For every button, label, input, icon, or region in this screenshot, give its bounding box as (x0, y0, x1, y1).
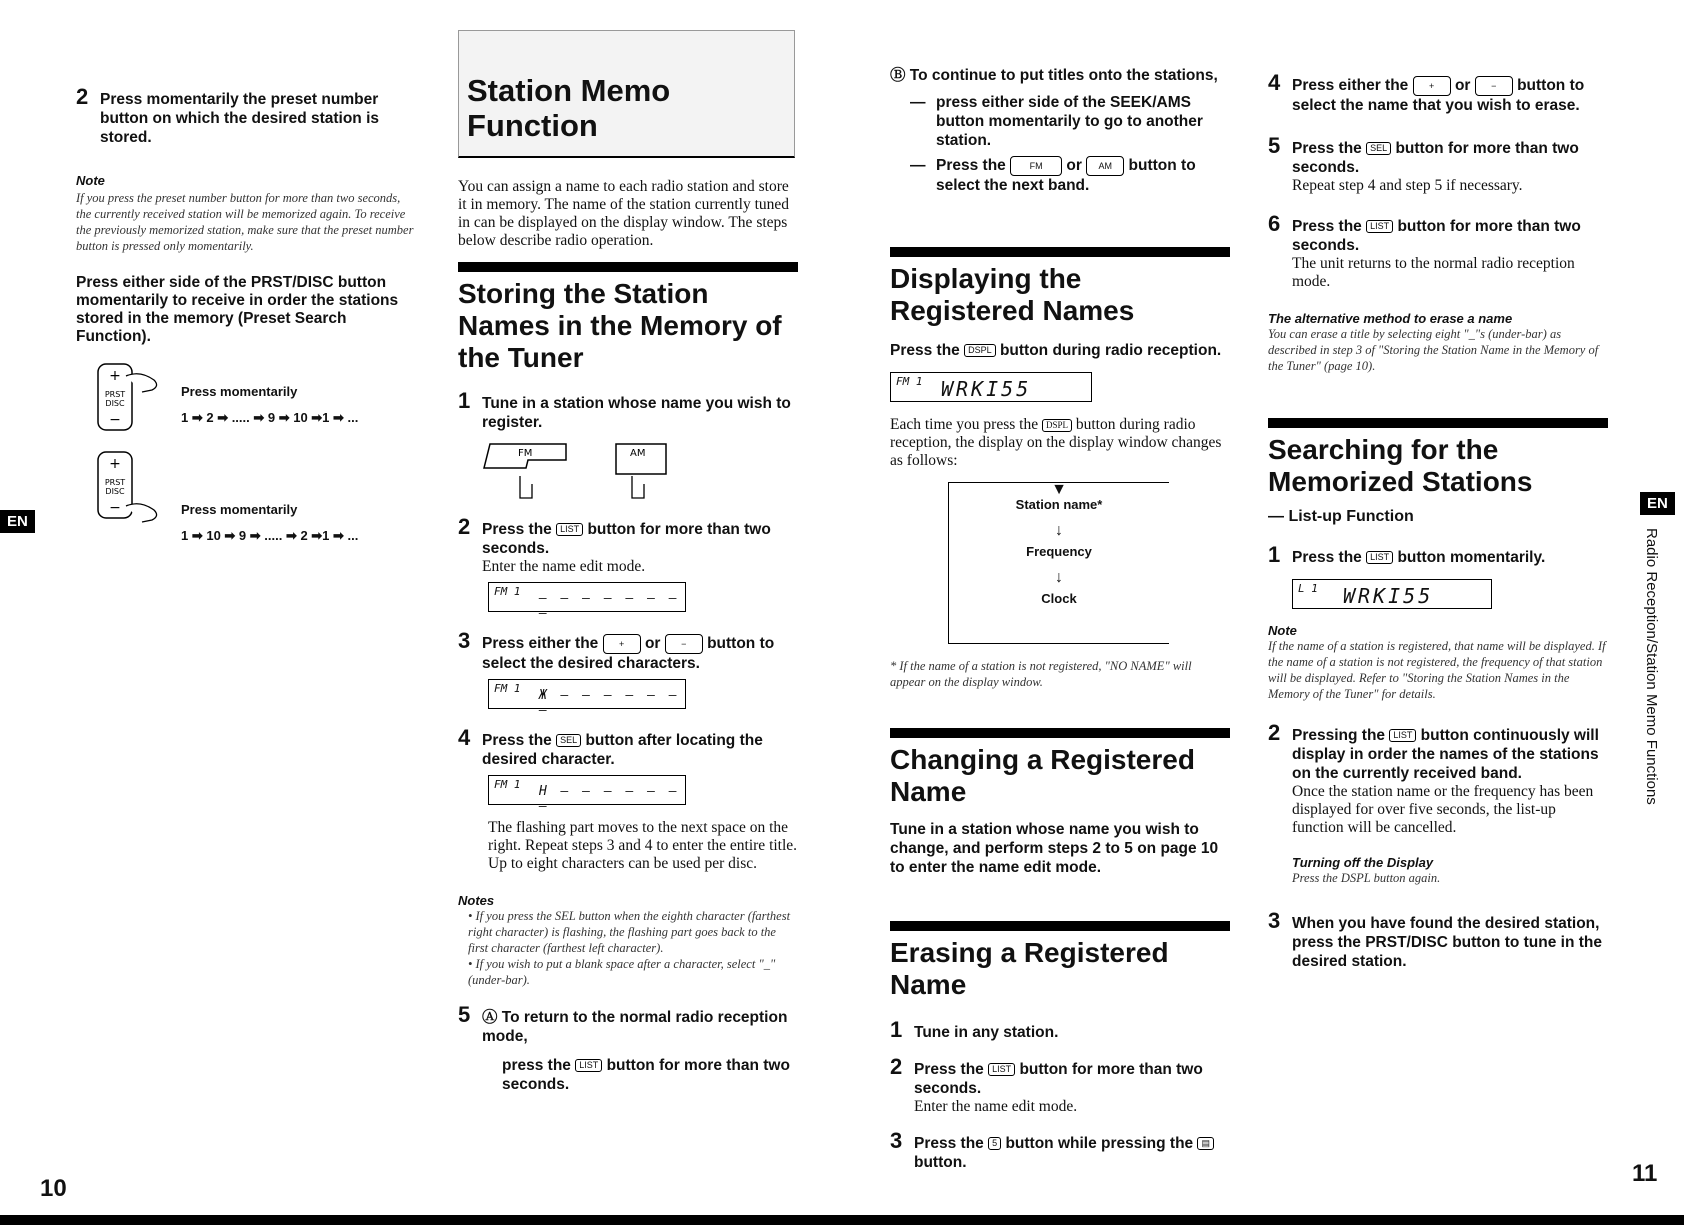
lcd-text: WRKI55 (941, 377, 1032, 401)
step-text: Press the (1292, 549, 1362, 566)
flow-frequency: Frequency (1026, 544, 1092, 559)
lcd-band: FM 1 (494, 585, 521, 598)
note-body: If you press the preset number button for more than two seconds, the currently received station will be memorized again. To receive the previously memorized station, make sure that the preset number button is pressed only momentarily. (76, 191, 414, 253)
preset-sequence: 1 ➡ 10 ➡ 9 ➡ ..... ➡ 2 ➡1 ➡ ... (181, 528, 359, 543)
press-momentarily-label: Press momentarily (181, 384, 298, 399)
preset-sequence: 1 ➡ 2 ➡ ..... ➡ 9 ➡ 10 ➡1 ➡ ... (181, 410, 359, 425)
display-cycle-diagram (948, 482, 1169, 644)
lcd-display (488, 679, 686, 718)
step-text: button for more than two seconds. (1292, 218, 1581, 254)
lcd-display (488, 775, 686, 814)
step-4-subtext: The flashing part moves to the next space on the right. Repeat steps 3 and 4 to enter the entire title. Up to eight characters can be used per disc. (488, 819, 798, 872)
body-text: Each time you press the (890, 416, 1039, 433)
step-text: button after locating the desired character. (482, 732, 763, 768)
step-text: button to select the name that you wish to erase. (1292, 77, 1585, 114)
dash-bullet: — (910, 94, 926, 111)
fm-button-icon: FM (1010, 156, 1062, 176)
flow-clock: Clock (1041, 591, 1077, 606)
step-subtext: The unit returns to the normal radio reception mode. (1292, 255, 1575, 290)
step-number: 2 (1268, 720, 1281, 745)
minus-button-icon: − (1475, 76, 1513, 96)
dash-text: Press the (936, 157, 1006, 175)
lcd-band: L 1 (1298, 582, 1318, 595)
section-title-erasing: Erasing a Registered Name (890, 921, 1230, 1001)
svg-text:+: + (109, 456, 121, 472)
sel-key-icon: ▤ (1197, 1137, 1214, 1150)
step-text: button momentarily. (1397, 549, 1546, 566)
svg-text:PRST: PRST (104, 390, 126, 399)
step-text: button continuously will display in order the names of the stations on the currently received band. (1292, 727, 1599, 782)
step-number: 1 (890, 1017, 903, 1042)
note-body: If the name of a station is registered, that name will be displayed. If the name of a station is not registered, the frequency of that station will be displayed. Refer to "Storing the Station Names in the Memory of the Tuner" for details. (1268, 639, 1606, 701)
step-number: 1 (1268, 542, 1281, 567)
erase-step-6 (1268, 211, 1608, 291)
list-step-1 (1268, 542, 1608, 567)
down-arrow-icon: ↓ (1055, 522, 1063, 539)
step-text: button while pressing the (1005, 1135, 1194, 1152)
erase-step-1 (890, 1017, 1230, 1042)
or-text: or (1454, 77, 1471, 95)
preset-5-key: 5 (988, 1137, 1001, 1150)
svg-text:+: + (109, 368, 121, 384)
dash-bullet: — (910, 157, 926, 174)
body-text: button during radio reception, the display on the display window changes as follows: (890, 416, 1222, 469)
step-text: Tune in any station. (914, 1024, 1059, 1041)
down-arrow-icon: ↓ (1055, 569, 1063, 586)
step-text: button for more than two seconds. (914, 1061, 1203, 1097)
fm-am-buttons-figure (482, 438, 798, 510)
step-number: 4 (458, 725, 471, 750)
step-text: Press the (482, 521, 552, 538)
list-key: LIST (1366, 220, 1393, 233)
erase-step-2 (890, 1054, 1230, 1116)
preset-figure-1 (76, 362, 416, 442)
step-number: 6 (1268, 211, 1281, 236)
dspl-key: DSPL (1042, 419, 1072, 432)
list-key: LIST (575, 1059, 602, 1072)
step-text: Ⓐ To return to the normal radio reception mode, (482, 1009, 788, 1045)
note-text: If you press the SEL button when the eighth character (farthest right character) is flashing, the flashing part goes back to the first character (farthest left character). (468, 909, 791, 955)
list-key: LIST (1389, 729, 1416, 742)
note-title: Note (1268, 623, 1297, 638)
step-text: Pressing the (1292, 727, 1386, 744)
section-title-searching: Searching for the Memorized Stations (1268, 418, 1608, 498)
step-1 (458, 388, 798, 432)
dash-text: press either side of the SEEK/AMS button momentarily to go to another station. (936, 94, 1203, 149)
plus-button-icon: + (1413, 76, 1451, 96)
step-text: button for more than two seconds. (502, 1057, 790, 1093)
step-subtext: Repeat step 4 and step 5 if necessary. (1292, 177, 1523, 194)
page-title: Station Memo Function (467, 73, 671, 143)
section-title-displaying: Displaying the Registered Names (890, 247, 1230, 327)
list-key: LIST (556, 523, 583, 536)
dash-item (910, 156, 1230, 195)
step-number: 3 (458, 628, 471, 653)
change-body: Tune in a station whose name you wish to change, and perform steps 2 to 5 on page 10 to enter the name edit mode. (890, 821, 1219, 876)
erase-step-3 (890, 1128, 1230, 1172)
bottom-rule (0, 1215, 1684, 1225)
side-section-label: Radio Reception/Station Memo Functions (1643, 528, 1660, 805)
display-body (890, 416, 1230, 470)
turn-off-title: Turning off the Display (1292, 855, 1434, 870)
display-step (890, 341, 1230, 360)
step-text: Press the (914, 1135, 984, 1152)
step-text: Press momentarily the preset number button on which the desired station is stored. (100, 91, 380, 146)
lcd-display (1292, 579, 1492, 609)
page-number-right: 11 (1632, 1160, 1658, 1187)
down-arrow-icon: ▼ (1051, 481, 1067, 498)
step-text: button during radio reception. (999, 342, 1222, 359)
minus-button-icon: − (665, 634, 703, 654)
step-number: 4 (1268, 70, 1281, 95)
step-5 (458, 1002, 798, 1094)
column-4 (1268, 70, 1608, 971)
step-text: Press the (482, 732, 552, 749)
sel-key: SEL (556, 734, 581, 747)
flow-station-name: Station name* (1015, 497, 1103, 512)
lcd-text: Ж – – – – – – – (539, 688, 680, 718)
plus-button-icon: + (603, 634, 641, 654)
dash-text: button to select the next band. (936, 157, 1196, 194)
step-text: press the (502, 1057, 571, 1074)
step-number: 3 (890, 1128, 903, 1153)
svg-text:−: − (109, 412, 121, 428)
prst-disc-button-icon (96, 362, 176, 437)
step-number: 1 (458, 388, 471, 413)
section-title-changing: Changing a Registered Name (890, 728, 1230, 808)
or-text: or (1066, 157, 1082, 175)
step-2-preset (76, 84, 416, 147)
intro-text: You can assign a name to each radio station and store it in memory. The name of the station currently tuned in can be displayed on the display window. The steps below describe radio operation. (458, 178, 790, 249)
step-text: Press the (914, 1061, 984, 1078)
lcd-text: H – – – – – – – (539, 784, 680, 814)
note-text: If you wish to put a blank space after a character, select "_" (under-bar). (468, 957, 776, 987)
step-number: 2 (458, 514, 471, 539)
step-5-detail (482, 1056, 798, 1094)
step-subtext: Enter the name edit mode. (482, 558, 646, 575)
lcd-text: WRKI55 (1343, 584, 1434, 608)
list-step-3 (1268, 908, 1608, 971)
dspl-key: DSPL (964, 344, 996, 357)
list-key: LIST (1366, 551, 1393, 564)
list-step-2 (1268, 720, 1608, 837)
column-2 (458, 30, 798, 1094)
preset-search-text: Press either side of the PRST/DISC button momentarily to receive in order the stations stored in the memory (Preset Search Function). (76, 274, 399, 345)
lcd-display (488, 582, 686, 621)
svg-text:DISC: DISC (105, 399, 125, 408)
erase-step-5 (1268, 133, 1608, 195)
step-number: 2 (76, 84, 89, 109)
continue-titles-text: Ⓑ To continue to put titles onto the stations, (890, 67, 1218, 84)
notes-title: Notes (458, 893, 495, 908)
lcd-band: FM 1 (494, 682, 521, 695)
step-text: Press either the (482, 635, 599, 653)
step-text: Tune in a station whose name you wish to register. (482, 395, 791, 431)
prst-disc-button-icon (96, 450, 176, 530)
lcd-band: FM 1 (896, 375, 923, 388)
step-text: Press the (1292, 140, 1362, 157)
am-button-icon: AM (1086, 156, 1124, 176)
step-number: 2 (890, 1054, 903, 1079)
en-tab-left: EN (0, 510, 35, 533)
note-item: • If you press the SEL button when the eighth character (farthest right character) is flashing, the flashing part goes back to the first character (farthest left character). (468, 909, 791, 955)
lcd-band: FM 1 (494, 778, 521, 791)
step-number: 5 (458, 1002, 471, 1027)
note-item: • If you wish to put a blank space after a character, select "_" (under-bar). (468, 957, 776, 987)
column-1 (76, 84, 416, 543)
turn-off-display (1292, 855, 1608, 886)
section-title-storing: Storing the Station Names in the Memory of the Tuner (458, 262, 798, 374)
section-subtitle: — List-up Function (1268, 508, 1414, 525)
step-3 (458, 628, 798, 673)
footnote: * If the name of a station is not registered, "NO NAME" will appear on the display window. (890, 659, 1192, 689)
step-2 (458, 514, 798, 576)
step-number: 5 (1268, 133, 1281, 158)
page-number-left: 10 (40, 1175, 67, 1202)
step-text: button to select the desired characters. (482, 635, 775, 672)
lcd-text: – – – – – – – – (539, 591, 680, 621)
step-text: Press the (890, 342, 960, 359)
svg-text:PRST: PRST (104, 478, 126, 487)
preset-figure-2 (76, 450, 416, 543)
step-number: 3 (1268, 908, 1281, 933)
svg-text:AM: AM (630, 448, 646, 459)
step-subtext: Enter the name edit mode. (914, 1098, 1078, 1115)
svg-text:FM: FM (518, 448, 533, 459)
turn-off-body: Press the DSPL button again. (1292, 871, 1441, 885)
alt-method-body: You can erase a title by selecting eight "_"s (under-bar) as described in step 3 of "Storing the Station Name in the Memory of the Tuner" (page 10). (1268, 327, 1599, 373)
press-momentarily-label: Press momentarily (181, 502, 298, 517)
lcd-display (890, 372, 1092, 402)
station-memo-title-box (458, 30, 795, 158)
note-title: Note (76, 173, 105, 188)
alt-method-title: The alternative method to erase a name (1268, 311, 1513, 326)
fm-am-button-icon (482, 438, 682, 510)
svg-text:−: − (109, 500, 121, 516)
step-text: Press either the (1292, 77, 1409, 95)
step-text: button. (914, 1154, 967, 1171)
step-4 (458, 725, 798, 769)
sel-key: SEL (1366, 142, 1391, 155)
list-key: LIST (988, 1063, 1015, 1076)
step-text: When you have found the desired station, press the PRST/DISC button to tune in the desired station. (1292, 915, 1602, 970)
or-text: or (644, 635, 661, 653)
dash-item (910, 93, 1230, 150)
column-3 (890, 66, 1230, 1172)
step-text: button for more than two seconds. (1292, 140, 1579, 176)
erase-step-4 (1268, 70, 1608, 115)
step-text: Press the (1292, 218, 1362, 235)
en-tab-right: EN (1640, 492, 1675, 515)
step-subtext: Once the station name or the frequency has been displayed for over five seconds, the list-up function will be cancelled. (1292, 783, 1594, 836)
svg-text:DISC: DISC (105, 487, 125, 496)
step-text: button for more than two seconds. (482, 521, 771, 557)
